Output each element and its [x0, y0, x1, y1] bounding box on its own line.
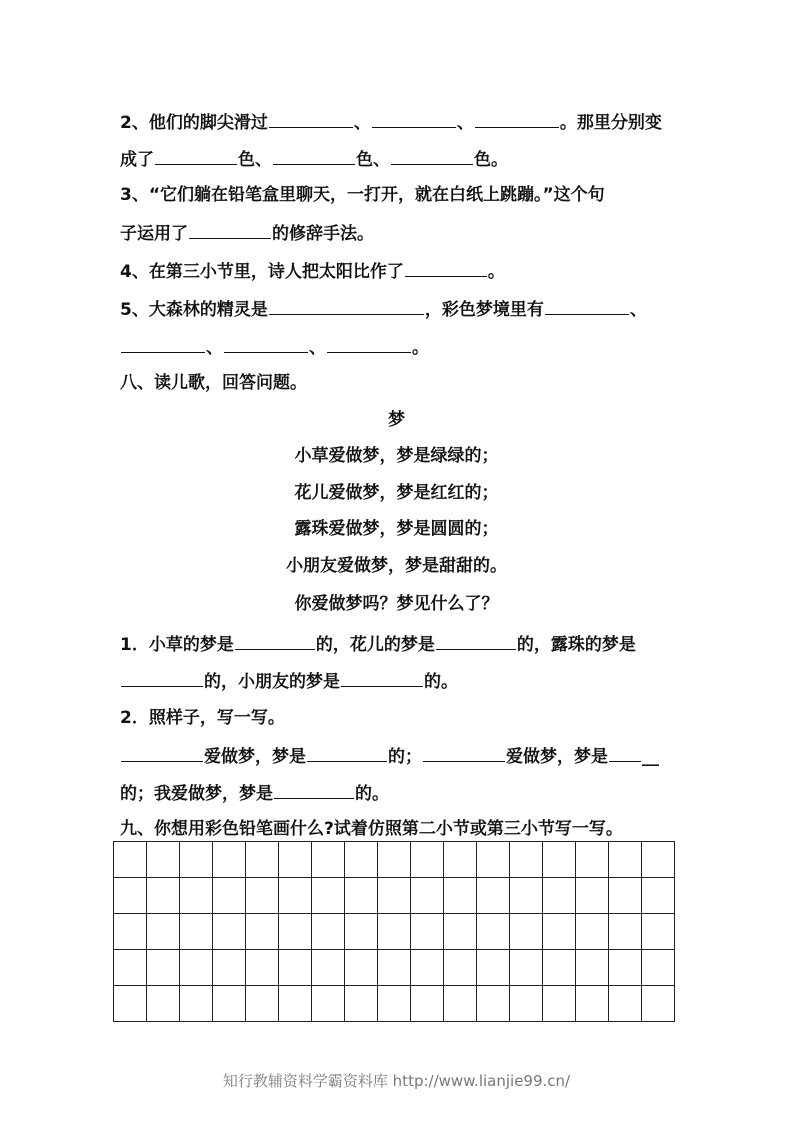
grid-cell[interactable]: [114, 842, 147, 878]
s8-q1-text: 1．小草的梦是: [120, 635, 234, 655]
grid-cell[interactable]: [477, 950, 510, 986]
grid-cell[interactable]: [312, 914, 345, 950]
s8-q1-line2: [120, 668, 458, 694]
grid-cell[interactable]: [246, 878, 279, 914]
q3-line2: [120, 220, 374, 246]
grid-cell[interactable]: [477, 986, 510, 1022]
s8-q1-text: 的，花儿的梦是: [315, 635, 435, 655]
answer-blank[interactable]: [189, 220, 271, 239]
q3-line1: [120, 183, 605, 207]
poem-title: 梦: [388, 410, 405, 430]
grid-cell[interactable]: [180, 878, 213, 914]
s8-q2-text: 爱做梦，梦是: [204, 747, 306, 767]
grid-cell[interactable]: [312, 842, 345, 878]
grid-cell[interactable]: [147, 986, 180, 1022]
q4-text: 4、在第三小节里，诗人把太阳比作了: [120, 262, 404, 282]
grid-cell[interactable]: [213, 842, 246, 878]
grid-cell[interactable]: [543, 842, 576, 878]
s8-q2-line2: [120, 780, 389, 806]
grid-cell[interactable]: [345, 914, 378, 950]
answer-blank[interactable]: [307, 743, 387, 762]
grid-cell[interactable]: [510, 842, 543, 878]
grid-cell[interactable]: [114, 878, 147, 914]
s8-q2-text: 的；: [388, 747, 422, 767]
grid-cell[interactable]: [279, 878, 312, 914]
q2-text: 。那里分别变: [559, 113, 662, 133]
q5-text: 。: [412, 338, 429, 358]
answer-blank[interactable]: [327, 334, 411, 353]
grid-cell[interactable]: [246, 986, 279, 1022]
grid-row: [114, 986, 675, 1022]
grid-cell[interactable]: [642, 986, 675, 1022]
q2-line2: [120, 146, 508, 172]
answer-blank[interactable]: [155, 146, 237, 165]
grid-cell[interactable]: [576, 986, 609, 1022]
grid-cell[interactable]: [147, 914, 180, 950]
grid-cell[interactable]: [180, 986, 213, 1022]
poem-line-2: 花儿爱做梦，梦是红红的；: [294, 483, 499, 503]
s8-q2-line1: [120, 743, 659, 769]
poem-line-4: 小朋友爱做梦，梦是甜甜的。: [286, 556, 507, 576]
grid-cell[interactable]: [246, 914, 279, 950]
grid-cell[interactable]: [246, 842, 279, 878]
grid-row: [114, 914, 675, 950]
grid-cell[interactable]: [576, 950, 609, 986]
answer-blank[interactable]: [423, 743, 505, 762]
grid-cell[interactable]: [477, 878, 510, 914]
grid-cell[interactable]: [510, 914, 543, 950]
s8-q2-text: 的。: [355, 784, 389, 804]
grid-cell[interactable]: [279, 950, 312, 986]
answer-blank[interactable]: [269, 109, 353, 128]
q3-text: 的修辞手法。: [272, 224, 374, 244]
grid-cell[interactable]: [147, 878, 180, 914]
grid-cell[interactable]: [411, 842, 444, 878]
grid-cell[interactable]: [312, 950, 345, 986]
s8-q1-line1: [120, 631, 636, 657]
grid-cell[interactable]: [114, 950, 147, 986]
grid-cell[interactable]: [411, 950, 444, 986]
grid-cell[interactable]: [114, 986, 147, 1022]
answer-blank[interactable]: [121, 743, 203, 762]
q5-line2: [120, 334, 429, 360]
q4-line: [120, 258, 505, 284]
grid-cell[interactable]: [543, 950, 576, 986]
s8-q2-text: 的；我爱做梦，梦是: [120, 784, 273, 804]
footer-watermark: 知行教辅资料学霸资料库 http://www.lianjie99.cn/: [222, 1072, 571, 1090]
grid-cell[interactable]: [543, 878, 576, 914]
separator: 、: [309, 338, 326, 358]
grid-cell[interactable]: [444, 842, 477, 878]
grid-cell[interactable]: [279, 986, 312, 1022]
grid-cell[interactable]: [147, 950, 180, 986]
grid-cell[interactable]: [609, 950, 642, 986]
poem-line-5: 你爱做梦吗？梦见什么了？: [294, 594, 499, 614]
q5-text: 、: [629, 300, 647, 320]
grid-cell[interactable]: [576, 842, 609, 878]
grid-cell[interactable]: [642, 950, 675, 986]
grid-cell[interactable]: [543, 986, 576, 1022]
s8-q2-text: __: [642, 747, 659, 767]
poem-line-1: 小草爱做梦，梦是绿绿的；: [294, 446, 499, 466]
grid-cell[interactable]: [147, 842, 180, 878]
answer-blank[interactable]: [121, 668, 203, 687]
grid-row: [114, 878, 675, 914]
grid-cell[interactable]: [378, 950, 411, 986]
answer-blank[interactable]: [224, 334, 308, 353]
q2-text: 成了: [120, 150, 154, 170]
q5-line1: [120, 296, 647, 322]
grid-cell[interactable]: [345, 842, 378, 878]
answer-blank[interactable]: [436, 631, 516, 650]
writing-grid: [113, 841, 675, 1022]
grid-cell[interactable]: [609, 878, 642, 914]
q2-line1: [120, 109, 662, 135]
answer-blank[interactable]: [269, 296, 424, 315]
answer-blank[interactable]: [475, 109, 559, 128]
grid-cell[interactable]: [213, 914, 246, 950]
q2-text: 色、: [238, 150, 272, 170]
grid-cell[interactable]: [378, 842, 411, 878]
grid-cell[interactable]: [180, 842, 213, 878]
separator: 、: [353, 113, 371, 133]
grid-cell[interactable]: [642, 914, 675, 950]
answer-blank[interactable]: [609, 743, 641, 762]
s8-q2-text: 爱做梦，梦是: [506, 747, 608, 767]
grid-cell[interactable]: [576, 878, 609, 914]
answer-blank[interactable]: [273, 146, 355, 165]
section9-heading: 九、你想用彩色铅笔画什么?试着仿照第二小节或第三小节写一写。: [120, 819, 623, 839]
answer-blank[interactable]: [545, 296, 629, 315]
answer-blank[interactable]: [274, 780, 354, 799]
grid-cell[interactable]: [246, 950, 279, 986]
grid-cell[interactable]: [345, 986, 378, 1022]
grid-cell[interactable]: [213, 878, 246, 914]
grid-cell[interactable]: [444, 914, 477, 950]
section8-heading: 八、读儿歌，回答问题。: [120, 373, 307, 393]
answer-blank[interactable]: [372, 109, 456, 128]
q5-text: ，彩色梦境里有: [424, 300, 544, 320]
q3-text: 3、“它们躺在铅笔盒里聊天，一打开，就在白纸上跳蹦。”这个句: [120, 185, 605, 205]
grid-cell[interactable]: [411, 986, 444, 1022]
s8-q1-text: 的，露珠的梦是: [516, 635, 636, 655]
grid-cell[interactable]: [543, 914, 576, 950]
grid-cell[interactable]: [312, 986, 345, 1022]
grid-cell[interactable]: [411, 878, 444, 914]
grid-cell[interactable]: [180, 914, 213, 950]
grid-cell[interactable]: [510, 878, 543, 914]
grid-row: [114, 842, 675, 878]
grid-cell[interactable]: [642, 842, 675, 878]
s8-q2-heading: 2．照样子，写一写。: [120, 708, 285, 728]
grid-cell[interactable]: [378, 914, 411, 950]
q2-text: 2、他们的脚尖滑过: [120, 113, 268, 133]
s8-q1-text: 的，小朋友的梦是: [204, 672, 340, 692]
q2-text: 色。: [474, 150, 508, 170]
grid-cell[interactable]: [411, 914, 444, 950]
grid-cell[interactable]: [510, 950, 543, 986]
grid-cell[interactable]: [213, 986, 246, 1022]
separator: 、: [456, 113, 474, 133]
grid-cell[interactable]: [279, 914, 312, 950]
grid-cell[interactable]: [609, 842, 642, 878]
answer-blank[interactable]: [121, 334, 205, 353]
grid-cell[interactable]: [345, 950, 378, 986]
grid-cell[interactable]: [114, 914, 147, 950]
grid-cell[interactable]: [444, 950, 477, 986]
grid-cell[interactable]: [378, 878, 411, 914]
answer-blank[interactable]: [391, 146, 473, 165]
answer-blank[interactable]: [341, 668, 423, 687]
poem-line-3: 露珠爱做梦，梦是圆圆的；: [294, 519, 499, 539]
answer-blank[interactable]: [235, 631, 315, 650]
grid-cell[interactable]: [609, 986, 642, 1022]
grid-cell[interactable]: [477, 914, 510, 950]
grid-cell[interactable]: [279, 842, 312, 878]
answer-blank[interactable]: [405, 258, 487, 277]
s8-q1-text: 的。: [424, 672, 458, 692]
grid-cell[interactable]: [642, 878, 675, 914]
grid-cell[interactable]: [345, 878, 378, 914]
grid-row: [114, 950, 675, 986]
grid-cell[interactable]: [576, 914, 609, 950]
grid-cell[interactable]: [213, 950, 246, 986]
grid-cell[interactable]: [180, 950, 213, 986]
grid-cell[interactable]: [510, 986, 543, 1022]
separator: 、: [206, 338, 223, 358]
grid-cell[interactable]: [312, 878, 345, 914]
grid-cell[interactable]: [444, 986, 477, 1022]
grid-cell[interactable]: [477, 842, 510, 878]
grid-cell[interactable]: [609, 914, 642, 950]
q3-text: 子运用了: [120, 224, 188, 244]
q4-text: 。: [487, 262, 505, 282]
q2-text: 色、: [356, 150, 390, 170]
q5-text: 5、大森林的精灵是: [120, 300, 268, 320]
grid-cell[interactable]: [444, 878, 477, 914]
grid-cell[interactable]: [378, 986, 411, 1022]
